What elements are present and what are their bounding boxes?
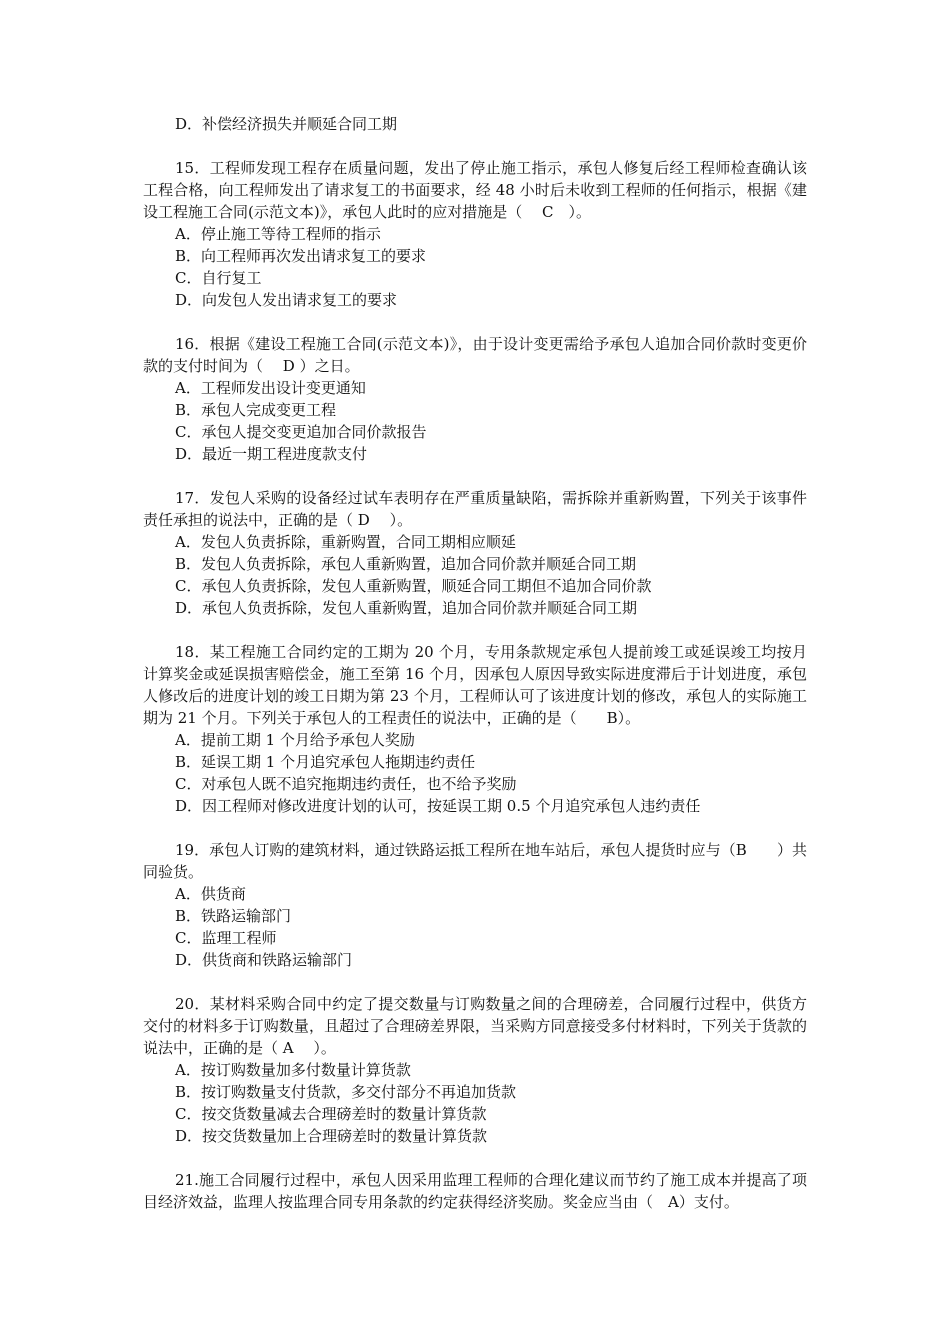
question-15: [143, 157, 807, 311]
question-17: [143, 487, 807, 619]
question-stem: 15．工程师发现工程存在质量问题，发出了停止施工指示，承包人修复后经工程师检查确认该工程合格，向工程师发出了请求复工的书面要求，经 48 小时后未收到工程师的任何指示，根据《建设工程施工合同(示范文本)》，承包人此时的应对措施是（ C ）。: [143, 159, 807, 221]
question-stem: 18．某工程施工合同约定的工期为 20 个月，专用条款规定承包人提前竣工或延误竣工均按月计算奖金或延误损害赔偿金，施工至第 16 个月，因承包人原因导致实际进度滞后于计划进度，承包人修改后的进度计划的竣工日期为第 23 个月，工程师认可了该进度计划的修改，承包人的实际施工期为 21 个月。下列关于承包人的工程责任的说法中，正确的是（ B）。: [143, 643, 807, 727]
spacer: [143, 465, 807, 487]
question-stem: 19．承包人订购的建筑材料，通过铁路运抵工程所在地车站后，承包人提货时应与（B ）共同验货。: [143, 841, 807, 881]
option-c: C．对承包人既不追究拖期违约责任，也不给予奖励: [175, 775, 517, 793]
option-b: B．延误工期 1 个月追究承包人拖期违约责任: [175, 753, 476, 771]
option-c: C．承包人负责拆除，发包人重新购置，顺延合同工期但不追加合同价款: [175, 577, 652, 595]
option-d: D．向发包人发出请求复工的要求: [175, 291, 398, 309]
option-a: A．提前工期 1 个月给予承包人奖励: [175, 731, 415, 749]
spacer: [143, 311, 807, 333]
option-a: A．发包人负责拆除，重新购置，合同工期相应顺延: [175, 533, 516, 551]
spacer: [143, 619, 807, 641]
option-d: D．因工程师对修改进度计划的认可，按延误工期 0.5 个月追究承包人违约责任: [175, 797, 701, 815]
question-21: [143, 1169, 807, 1213]
question-stem: 21.施工合同履行过程中，承包人因采用监理工程师的合理化建议而节约了施工成本并提高了项目经济效益，监理人按监理合同专用条款的约定获得经济奖励。奖金应当由（ A）支付。: [143, 1171, 807, 1211]
option-b: B．铁路运输部门: [175, 907, 292, 925]
option-c: C．承包人提交变更追加合同价款报告: [175, 423, 427, 441]
option-d: D．承包人负责拆除，发包人重新购置，追加合同价款并顺延合同工期: [175, 599, 638, 617]
question-stem: 20．某材料采购合同中约定了提交数量与订购数量之间的合理磅差，合同履行过程中，供货方交付的材料多于订购数量，且超过了合理磅差界限，当采购方同意接受多付材料时，下列关于货款的说法中，正确的是（ A ）。: [143, 995, 807, 1057]
question-18: [143, 641, 807, 817]
option-d: D．供货商和铁路运输部门: [175, 951, 353, 969]
option-list: [143, 223, 807, 311]
question-stem: 17．发包人采购的设备经过试车表明存在严重质量缺陷，需拆除并重新购置，下列关于该事件责任承担的说法中，正确的是（ D ）。: [143, 489, 807, 529]
option-list: [143, 377, 807, 465]
spacer: [143, 1147, 807, 1169]
lead-option: D．补偿经济损失并顺延合同工期: [175, 115, 398, 133]
question-stem: 16．根据《建设工程施工合同(示范文本)》，由于设计变更需给予承包人追加合同价款时变更价款的支付时间为（ D ）之日。: [143, 335, 807, 375]
option-a: A．按订购数量加多付数量计算货款: [175, 1061, 411, 1079]
option-b: B．按订购数量支付货款，多交付部分不再追加货款: [175, 1083, 517, 1101]
option-a: A．停止施工等待工程师的指示: [175, 225, 381, 243]
option-b: B．发包人负责拆除，承包人重新购置，追加合同价款并顺延合同工期: [175, 555, 637, 573]
option-b: B．承包人完成变更工程: [175, 401, 337, 419]
question-20: [143, 993, 807, 1147]
option-d: D．按交货数量加上合理磅差时的数量计算货款: [175, 1127, 488, 1145]
option-c: C．自行复工: [175, 269, 262, 287]
option-d: D．最近一期工程进度款支付: [175, 445, 368, 463]
option-c: C．监理工程师: [175, 929, 277, 947]
spacer: [143, 135, 807, 157]
option-a: A．工程师发出设计变更通知: [175, 379, 366, 397]
option-c: C．按交货数量减去合理磅差时的数量计算货款: [175, 1105, 487, 1123]
spacer: [143, 817, 807, 839]
option-list: [143, 531, 807, 619]
question-19: [143, 839, 807, 971]
option-b: B．向工程师再次发出请求复工的要求: [175, 247, 427, 265]
option-a: A．供货商: [175, 885, 246, 903]
option-list: [143, 729, 807, 817]
question-16: [143, 333, 807, 465]
option-list: [143, 883, 807, 971]
spacer: [143, 971, 807, 993]
option-list: [143, 1059, 807, 1147]
document-page: [143, 113, 807, 1213]
